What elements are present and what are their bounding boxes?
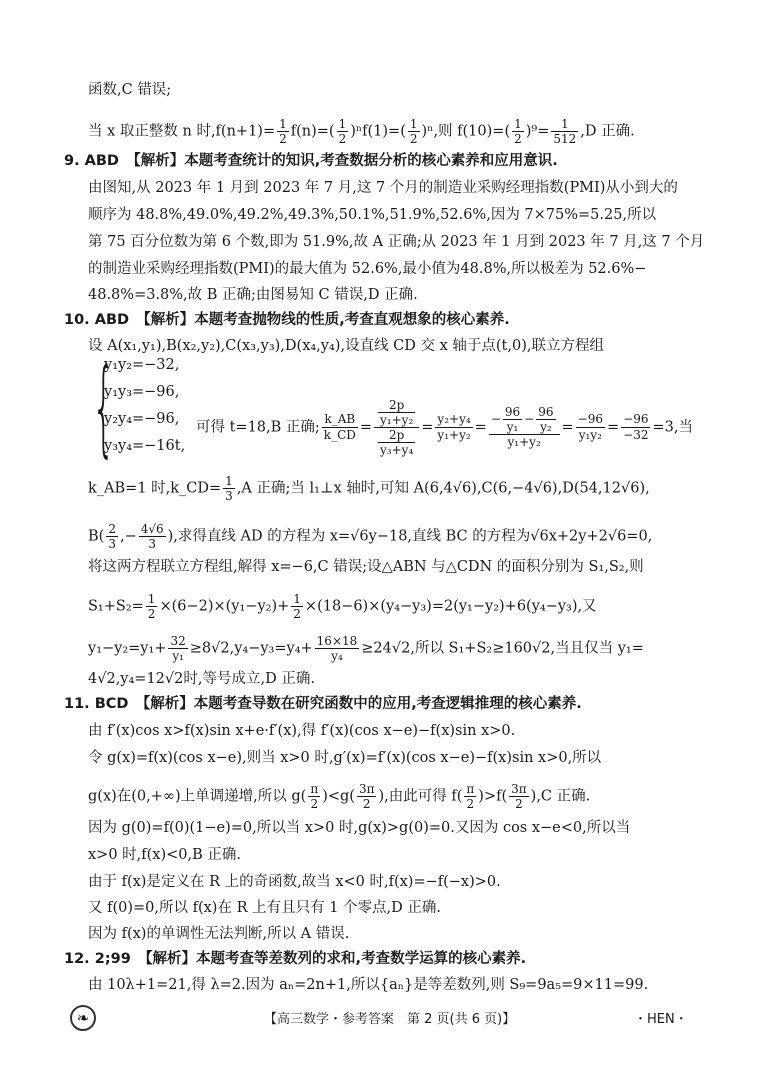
text-line: 函数,C 错误; xyxy=(88,82,172,98)
text-line: 由图知,从 2023 年 1 月到 2023 年 7 月,这 7 个月的制造业采购经理指数(PMI)从小到大的 xyxy=(88,180,678,196)
text-line: S₁+S₂= $\frac{1}{2}$ ×(6−2)×(y₁−y₂)+ $\frac{1}{2}$ ×(18−6)×(y₄−y₃)=2(y₁−y₂)+6(y₄−y₃),又 xyxy=(88,592,597,621)
text-line: 令 g(x)=f(x)(cos x−e),则当 x>0 时,g′(x)=f′(x)(cos x−e)−f(x)sin x>0,所以 xyxy=(88,750,602,766)
text-line: 由 f′(x)cos x>f(x)sin x+e·f′(x),得 f′(x)(cos x−e)−f(x)sin x>0. xyxy=(88,723,516,739)
text-line: 4√2,y₄=12√2时,等号成立,D 正确. xyxy=(88,671,315,687)
text-line: 将这两方程联立方程组,解得 x=−6,C 错误;设△ABN 与△CDN 的面积分别为 S₁,S₂,则 xyxy=(88,559,644,575)
text-line: 顺序为 48.8%,49.0%,49.2%,49.3%,50.1%,51.9%,52.6%,因为 7×75%=5.25,所以 xyxy=(88,207,657,223)
problem-12-header: 12. 2;99 【解析】本题考查等差数列的求和,考查数学运算的核心素养. xyxy=(64,951,527,967)
leaf-icon: ❧ xyxy=(70,1005,96,1031)
text-line: 48.8%=3.8%,故 B 正确;由图易知 C 错误,D 正确. xyxy=(88,287,418,303)
text-line: 由于 f(x)是定义在 R 上的奇函数,故当 x<0 时,f(x)=−f(−x)>0. xyxy=(88,874,501,890)
equation-system: { y₁y₂=−32, y₁y₃=−96, y₂y₄=−96, y₃y₄=−16t, xyxy=(92,346,186,468)
text-line: 当 x 取正整数 n 时,f(n+1)= $\frac{1}{2}$ f(n)=( $\frac{1}{2}$ )ⁿf(1)=( $\frac{1}{2}$ )ⁿ,则 f(10)=( $\frac{1}{2}$ )⁹= $\frac{1}{512}$ ,D 正确. xyxy=(88,117,635,146)
text-line: 又 f(0)=0,所以 f(x)在 R 上有且只有 1 个零点,D 正确. xyxy=(88,900,441,916)
text-line: x>0 时,f(x)<0,B 正确. xyxy=(88,847,241,863)
text-line: k_AB=1 时,k_CD= $\frac{1}{3}$ ,A 正确;当 l₁⊥x 轴时,可知 A(6,4√6),C(6,−4√6),D(54,12√6), xyxy=(88,474,650,503)
slope-ratio-line: 可得 t=18,B 正确; $\frac{k\_AB}{k\_CD}$ = $\frac{\frac{2p}{\text{y₁+y₂}}}{\frac{2p}{\text{y₃+y₄}}}$ = $\frac{\text{y₂+y₄}}{\text{y₁+y₂}}$ = − $\frac{96}{\text{y₁}}$ − $\frac{96}{\text{y₂}}$ y₁+y₂ = $\frac{-96}{\text{y₁y₂}}$ = $\frac{-96}{-32}$ =3,当 xyxy=(196,398,693,457)
footer-code: ・HEN・ xyxy=(634,1012,688,1027)
text-line: g(x)在(0,+∞)上单调递增,所以 g( $\frac{\pi}{2}$ )<g( $\frac{3\pi}{2}$ ),由此可得 f( $\frac{\pi}{2}$ )>f( $\frac{3\pi}{2}$ ),C 正确. xyxy=(88,782,591,811)
text-line: 由 10λ+1=21,得 λ=2.因为 aₙ=2n+1,所以{aₙ}是等差数列,则 S₉=9a₅=9×11=99. xyxy=(88,977,649,993)
text-line: 设 A(x₁,y₁),B(x₂,y₂),C(x₃,y₃),D(x₄,y₄),设直线 CD 交 x 轴于点(t,0),联立方程组 xyxy=(88,338,604,354)
text-line: 第 75 百分位数为第 6 个数,即为 51.9%,故 A 正确;从 2023 年 1 月到 2023 年 7 月,这 7 个月 xyxy=(88,234,705,250)
text-line: B( $\frac{2}{3}$ ,− $\frac{4√6}{3}$ ),求得直线 AD 的方程为 x=√6y−18,直线 BC 的方程为√6x+2y+2√6=0, xyxy=(88,522,653,551)
problem-10-header: 10. ABD 【解析】本题考查抛物线的性质,考查直观想象的核心素养. xyxy=(64,312,510,328)
problem-9-header: 9. ABD 【解析】本题考查统计的知识,考查数据分析的核心素养和应用意识. xyxy=(64,153,558,169)
problem-11-header: 11. BCD 【解析】本题考查导数在研究函数中的应用,考查逻辑推理的核心素养. xyxy=(64,696,582,712)
text-line: y₁−y₂=y₁+ $\frac{32}{\text{y₁}}$ ≥8√2,y₄−y₃=y₄+ $\frac{16\times 18}{\text{y₄}}$ ≥24√2,所以 S₁+S₂≥160√2,当且仅当 y₁= xyxy=(88,634,644,663)
text-line: 因为 g(0)=f(0)(1−e)=0,所以当 x>0 时,g(x)>g(0)=0.又因为 cos x−e<0,所以当 xyxy=(88,820,631,836)
page-footer: 【高三数学・参考答案 第 2 页(共 6 页)】 xyxy=(264,1012,516,1027)
text-line: 因为 f(x)的单调性无法判断,所以 A 错误. xyxy=(88,926,350,942)
text-line: 的制造业采购经理指数(PMI)的最大值为 52.6%,最小值为48.8%,所以极差为 52.6%− xyxy=(88,261,647,277)
